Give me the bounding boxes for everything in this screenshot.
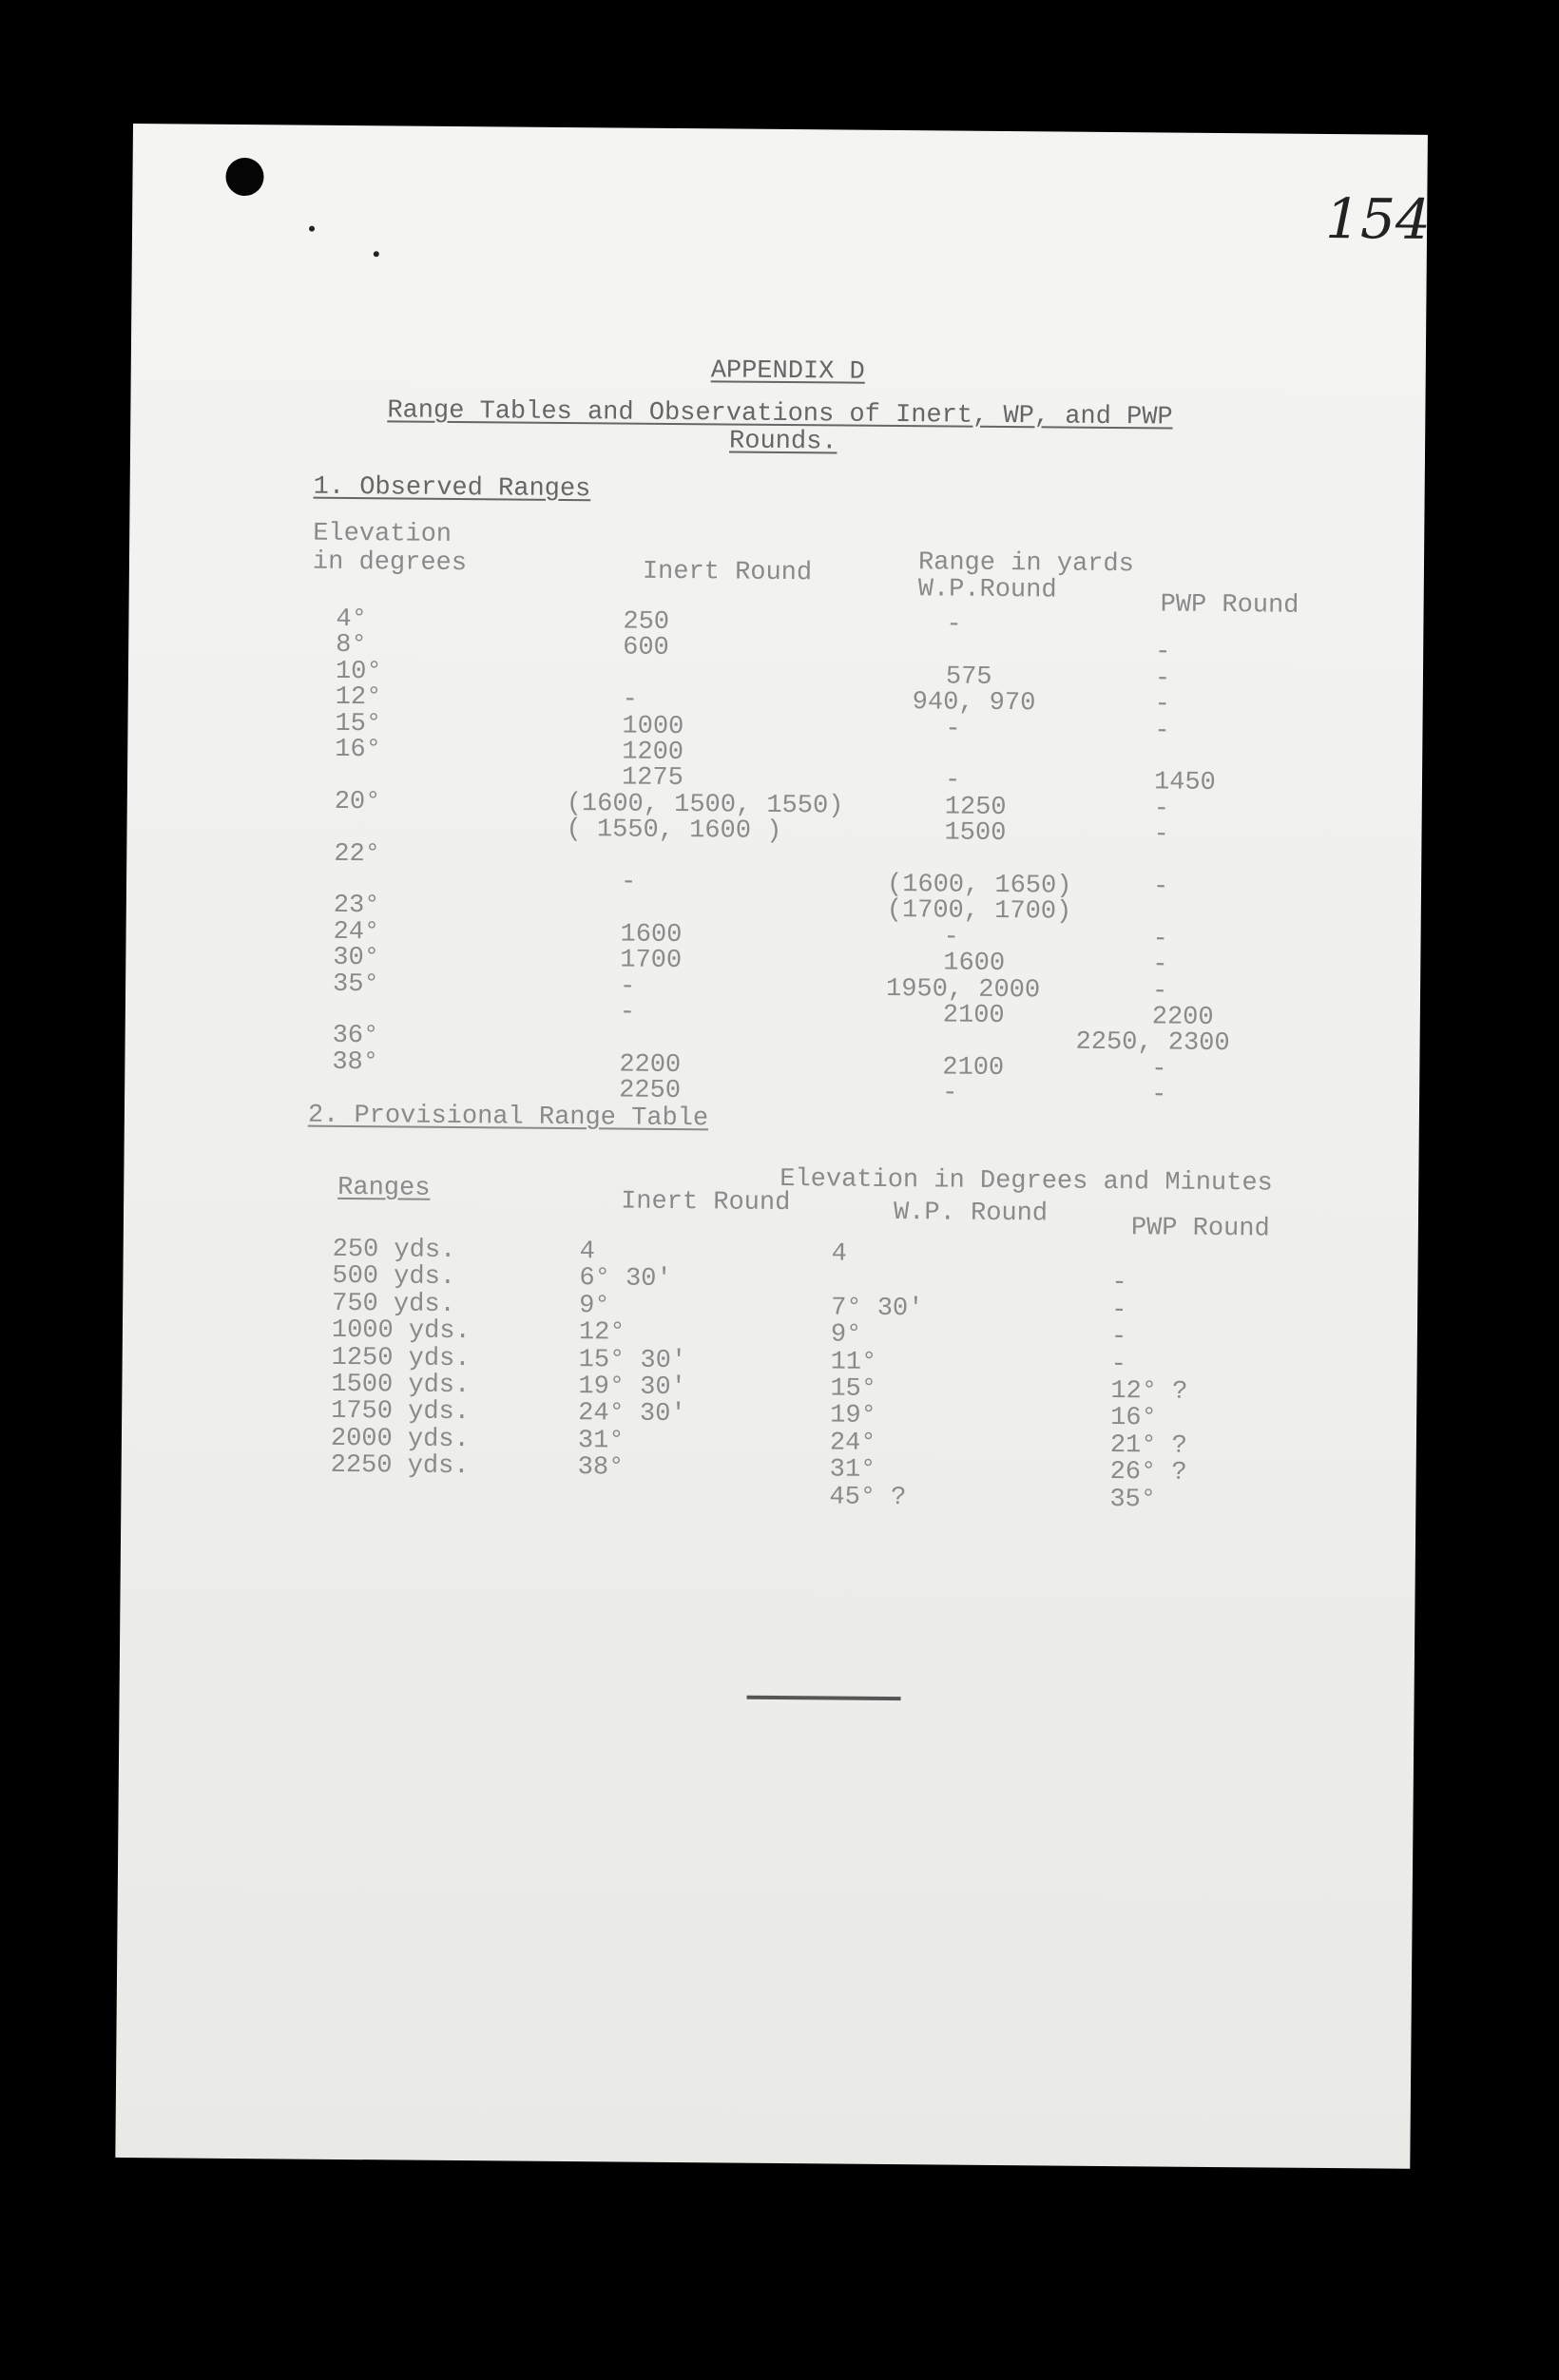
pwp-elevation-cell: - bbox=[1110, 1351, 1126, 1380]
elevation-cell: 35° bbox=[332, 969, 379, 1000]
inert-cell: - bbox=[620, 868, 637, 897]
elevation-cell: 30° bbox=[333, 943, 380, 973]
pwp-cell: - bbox=[1151, 1055, 1167, 1084]
wp-cell: - bbox=[943, 923, 959, 952]
pwp-elevation-cell: - bbox=[1111, 1269, 1127, 1298]
elevation-cell: 38° bbox=[332, 1047, 379, 1078]
wp-cell: - bbox=[941, 1079, 958, 1108]
pwp-elevation-cell: - bbox=[1110, 1323, 1127, 1353]
inert-elevation-cell: 24° 30' bbox=[578, 1399, 686, 1430]
wp-cell: 575 bbox=[945, 662, 992, 692]
elevation-cell: 15° bbox=[335, 709, 382, 739]
elevation-cell: 16° bbox=[335, 735, 381, 765]
inert-cell: - bbox=[619, 972, 636, 1002]
wp-cell: - bbox=[944, 766, 961, 796]
wp-cell: 2100 bbox=[942, 1053, 1005, 1084]
pwp-cell: - bbox=[1150, 1081, 1167, 1110]
header-pwp: PWP Round bbox=[1160, 590, 1299, 621]
wp-elevation-cell: 19° bbox=[830, 1401, 876, 1430]
ink-speck bbox=[374, 251, 379, 257]
elevation-cell: 22° bbox=[334, 839, 381, 870]
wp-elevation-cell: 15° bbox=[830, 1374, 877, 1404]
inert-cell: - bbox=[622, 685, 639, 715]
range-cell: 2000 yds. bbox=[330, 1424, 470, 1455]
wp-cell: 1950, 2000 bbox=[885, 974, 1041, 1006]
header-pwp-2: PWP Round bbox=[1130, 1214, 1270, 1244]
wp-elevation-cell: 7° 30' bbox=[831, 1294, 924, 1324]
inert-cell: 1700 bbox=[620, 946, 683, 976]
inert-elevation-cell: 31° bbox=[577, 1427, 625, 1456]
header-range-group: Range in yards bbox=[917, 548, 1134, 580]
pwp-cell: - bbox=[1153, 795, 1170, 824]
document-page bbox=[115, 124, 1432, 2169]
range-cell: 2250 yds. bbox=[330, 1450, 470, 1482]
pwp-cell: - bbox=[1151, 977, 1168, 1007]
range-cell: 750 yds. bbox=[332, 1289, 455, 1320]
pwp-cell: - bbox=[1152, 873, 1169, 902]
wp-elevation-cell: 31° bbox=[829, 1455, 876, 1485]
pwp-cell: - bbox=[1155, 638, 1171, 667]
wp-elevation-cell: 11° bbox=[830, 1348, 877, 1377]
appendix-heading: APPENDIX D bbox=[710, 356, 865, 387]
pwp-cell: - bbox=[1153, 820, 1169, 850]
inert-elevation-cell: 15° 30' bbox=[578, 1346, 687, 1376]
elevation-cell: 10° bbox=[335, 657, 382, 687]
inert-cell: - bbox=[619, 998, 636, 1027]
range-cell: 1000 yds. bbox=[331, 1315, 471, 1347]
wp-cell: 1500 bbox=[944, 818, 1007, 849]
inert-cell: 1275 bbox=[621, 763, 683, 794]
pwp-elevation-cell: 21° ? bbox=[1109, 1431, 1188, 1461]
inert-elevation-cell: 12° bbox=[578, 1318, 626, 1348]
header-inert-2: Inert Round bbox=[620, 1187, 791, 1219]
page-number: 154 bbox=[1324, 185, 1432, 252]
elevation-cell: 36° bbox=[332, 1021, 379, 1051]
header-wp: W.P.Round bbox=[917, 575, 1057, 605]
inert-cell: 600 bbox=[623, 633, 669, 662]
wp-elevation-cell: 4 bbox=[831, 1239, 847, 1269]
wp-cell: 940, 970 bbox=[912, 688, 1036, 719]
pwp-cell: 2200 bbox=[1151, 1003, 1214, 1032]
header-ranges: Ranges bbox=[337, 1173, 431, 1203]
header-elevation-line1: Elevation bbox=[313, 519, 452, 549]
pwp-cell: - bbox=[1152, 925, 1168, 954]
wp-cell: 1250 bbox=[944, 793, 1007, 823]
pwp-cell: 2250, 2300 bbox=[1075, 1027, 1230, 1059]
inert-cell: 1200 bbox=[622, 738, 684, 768]
wp-cell: - bbox=[946, 610, 962, 640]
elevation-cell: 24° bbox=[333, 917, 380, 948]
wp-cell: (1600, 1650) bbox=[886, 870, 1072, 901]
elevation-cell: 12° bbox=[335, 682, 382, 713]
inert-elevation-cell: 38° bbox=[577, 1453, 625, 1483]
pwp-cell: 1450 bbox=[1153, 768, 1216, 797]
pwp-elevation-cell: 12° ? bbox=[1110, 1377, 1188, 1407]
inert-cell: 1600 bbox=[620, 920, 683, 950]
pwp-elevation-cell: - bbox=[1111, 1296, 1127, 1326]
range-cell: 1750 yds. bbox=[331, 1396, 471, 1428]
elevation-cell: 23° bbox=[333, 891, 380, 921]
wp-cell: 1600 bbox=[943, 949, 1006, 979]
pwp-cell: - bbox=[1152, 950, 1168, 980]
range-cell: 250 yds. bbox=[332, 1235, 456, 1266]
wp-cell: - bbox=[945, 715, 961, 744]
inert-elevation-cell: 6° 30' bbox=[579, 1264, 672, 1294]
ink-speck bbox=[309, 226, 315, 232]
range-cell: 1500 yds. bbox=[331, 1370, 471, 1401]
inert-elevation-cell: 4 bbox=[579, 1238, 595, 1267]
document-title-line1: Range Tables and Observations of Inert, WP, and PWP bbox=[387, 396, 1173, 432]
inert-cell: 2250 bbox=[619, 1076, 682, 1106]
range-cell: 1250 yds. bbox=[331, 1343, 471, 1374]
punch-hole bbox=[225, 158, 263, 196]
closing-rule bbox=[747, 1696, 901, 1700]
section1-label: 1. Observed Ranges bbox=[313, 472, 591, 505]
header-wp-2: W.P. Round bbox=[893, 1199, 1049, 1229]
header-elevation-group: Elevation in Degrees and Minutes bbox=[780, 1164, 1273, 1199]
wp-elevation-cell: 9° bbox=[830, 1320, 862, 1350]
pwp-elevation-cell: 26° ? bbox=[1109, 1458, 1187, 1488]
wp-cell: 2100 bbox=[942, 1001, 1005, 1031]
header-elevation-line2: in degrees bbox=[312, 547, 468, 579]
elevation-cell: 8° bbox=[336, 630, 367, 661]
elevation-cell: 4° bbox=[336, 605, 367, 635]
pwp-elevation-cell: 16° bbox=[1110, 1404, 1157, 1433]
pwp-cell: - bbox=[1154, 664, 1171, 694]
pwp-cell: - bbox=[1154, 717, 1170, 746]
header-inert: Inert Round bbox=[642, 557, 813, 588]
pwp-elevation-cell: 35° bbox=[1109, 1486, 1157, 1515]
document-title-line2: Rounds. bbox=[728, 427, 837, 457]
section2-label: 2. Provisional Range Table bbox=[307, 1101, 709, 1134]
wp-cell: (1700, 1700) bbox=[886, 895, 1072, 927]
pwp-cell: - bbox=[1154, 690, 1171, 720]
wp-elevation-cell: 24° bbox=[829, 1429, 876, 1458]
inert-cell: (1600, 1500, 1550) bbox=[566, 790, 844, 821]
elevation-cell: 20° bbox=[334, 787, 381, 817]
inert-cell: 2200 bbox=[619, 1050, 682, 1081]
inert-cell: 1000 bbox=[622, 712, 684, 742]
range-cell: 500 yds. bbox=[332, 1261, 456, 1293]
wp-elevation-cell: 45° ? bbox=[829, 1483, 907, 1513]
inert-cell: ( 1550, 1600 ) bbox=[566, 816, 782, 846]
inert-elevation-cell: 19° 30' bbox=[578, 1372, 686, 1403]
inert-cell: 250 bbox=[623, 607, 670, 637]
inert-elevation-cell: 9° bbox=[579, 1292, 610, 1321]
